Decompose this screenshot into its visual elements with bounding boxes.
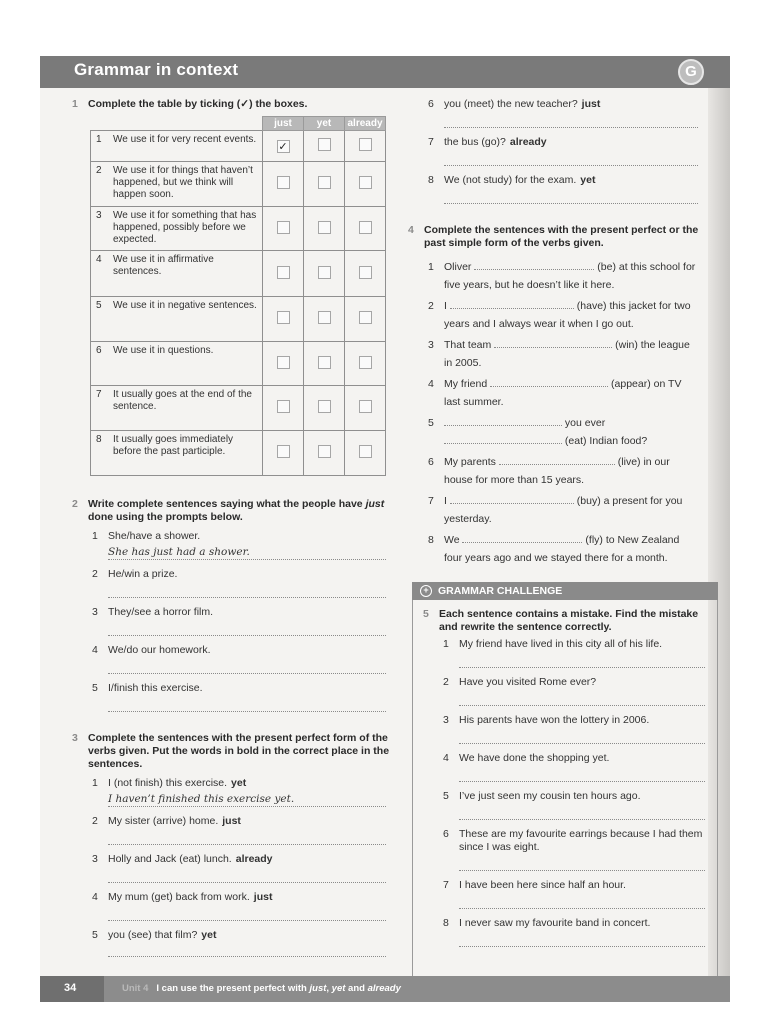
- row-description: [91, 342, 263, 386]
- item-text-a: My parents: [444, 456, 496, 468]
- answer-blank[interactable]: [499, 456, 615, 465]
- list-item: [404, 136, 710, 149]
- answer-blank[interactable]: [494, 339, 612, 348]
- exercise-4-heading: [404, 224, 710, 250]
- item-number: 6: [428, 98, 434, 110]
- footer-yet: yet: [331, 983, 346, 994]
- item-sentence: I’ve just seen my cousin ten hours ago.: [459, 790, 641, 802]
- list-item: [404, 98, 710, 111]
- page-title: Grammar in context: [74, 60, 239, 79]
- checkbox[interactable]: [277, 176, 290, 189]
- row-text: It usually goes immediately before the past participle.: [113, 434, 234, 457]
- row-text: We use it in questions.: [113, 345, 214, 356]
- checkbox[interactable]: [359, 138, 372, 151]
- row-text: We use it for very recent events.: [113, 134, 257, 145]
- row-description: [91, 297, 263, 342]
- item-keyword: already: [235, 853, 273, 865]
- checkbox[interactable]: [277, 356, 290, 369]
- table-row: [91, 207, 386, 251]
- item-text-c: five years, but he doesn’t like it here.: [444, 279, 615, 291]
- checkbox[interactable]: [359, 221, 372, 234]
- instruction-emphasis: just: [365, 498, 385, 510]
- exercise-3-continued: [404, 98, 710, 204]
- exercise-instruction: Complete the sentences with the present perfect form of the verbs given. Put the words in bold in the correct place in the sentences.: [88, 732, 390, 770]
- footer-comma: ,: [326, 983, 332, 994]
- checkbox[interactable]: [359, 311, 372, 324]
- row-number: 2: [96, 165, 102, 176]
- col-header-already: already: [345, 117, 386, 131]
- exercise-4: [404, 224, 710, 567]
- answer-line[interactable]: [108, 711, 386, 712]
- item-number: 8: [443, 917, 449, 929]
- table-row: [91, 431, 386, 476]
- list-item: [68, 777, 398, 790]
- item-text-c: in 2005.: [444, 357, 482, 369]
- answer-blank[interactable]: [490, 378, 608, 387]
- list-item: [68, 891, 398, 904]
- item-prompt: They/see a horror film.: [108, 606, 214, 618]
- cell-yet: [304, 297, 345, 342]
- cell-yet: [304, 207, 345, 251]
- item-text-a: I: [444, 495, 447, 507]
- item-number: 4: [92, 891, 98, 903]
- instruction-part: Write complete sentences saying what the people have: [88, 498, 366, 510]
- item-sentence: My friend have lived in this city all of his life.: [459, 638, 663, 650]
- item-sentence: I never saw my favourite band in concert.: [459, 917, 651, 929]
- col-header-yet: yet: [304, 117, 345, 131]
- plus-circle-icon: +: [420, 585, 432, 597]
- exercise-instruction: Complete the sentences with the present perfect or the past simple form of the verbs given.: [424, 224, 699, 249]
- answer-blank[interactable]: [444, 417, 562, 426]
- item-number: 3: [428, 339, 434, 351]
- list-item: [68, 644, 398, 657]
- cell-already: [345, 297, 386, 342]
- item-keyword: yet: [580, 174, 596, 186]
- cell-already: [345, 162, 386, 207]
- item-number: 3: [443, 714, 449, 726]
- item-number: 7: [428, 136, 434, 148]
- item-text-c: last summer.: [444, 396, 504, 408]
- cell-already: [345, 386, 386, 431]
- item-text-a: That team: [444, 339, 492, 351]
- answer-blank[interactable]: [474, 261, 594, 270]
- footer-just: just: [309, 983, 327, 994]
- list-item: [413, 676, 717, 689]
- item-text-b: (have) this jacket for two: [576, 300, 691, 312]
- item-number: 1: [428, 261, 434, 273]
- row-description: [91, 207, 263, 251]
- answer-blank[interactable]: [462, 534, 582, 543]
- item-text-b: (be) at this school for: [597, 261, 696, 273]
- item-number: 3: [92, 853, 98, 865]
- cell-yet: [304, 386, 345, 431]
- item-text-c: years and I always wear it when I go out.: [444, 318, 634, 330]
- cell-just: [263, 251, 304, 297]
- item-number: 5: [92, 929, 98, 941]
- checkbox[interactable]: [318, 138, 331, 151]
- cell-just: [263, 207, 304, 251]
- row-description: [91, 162, 263, 207]
- item-text-a: My friend: [444, 378, 488, 390]
- item-prompt: the bus (go)?: [444, 136, 506, 148]
- item-text-a: We: [444, 534, 460, 546]
- item-number: 5: [428, 417, 434, 429]
- list-item: [404, 258, 710, 294]
- item-number: 8: [428, 534, 434, 546]
- cell-just: [263, 297, 304, 342]
- list-item: [404, 531, 710, 567]
- table-row: [91, 297, 386, 342]
- list-item: [68, 568, 398, 581]
- row-number: 6: [96, 345, 102, 356]
- instruction-part: done using the prompts below.: [88, 511, 243, 523]
- cell-yet: [304, 431, 345, 476]
- list-item: [68, 606, 398, 619]
- item-prompt: My mum (get) back from work.: [108, 891, 250, 903]
- item-number: 8: [428, 174, 434, 186]
- checkbox[interactable]: [318, 311, 331, 324]
- item-prompt: I (not finish) this exercise.: [108, 777, 228, 789]
- cell-just: [263, 386, 304, 431]
- tick-table: [90, 116, 386, 476]
- footer-already: already: [367, 983, 401, 994]
- row-description: [91, 431, 263, 476]
- item-prompt: We/do our homework.: [108, 644, 211, 656]
- list-item: [404, 414, 710, 450]
- list-item: [404, 297, 710, 333]
- item-number: 4: [428, 378, 434, 390]
- list-item: [68, 853, 398, 866]
- table-row: [91, 251, 386, 297]
- exercise-3-heading: [68, 732, 398, 771]
- list-item: [404, 174, 710, 187]
- checkbox[interactable]: [277, 445, 290, 458]
- item-prompt: We (not study) for the exam.: [444, 174, 577, 186]
- row-number: 3: [96, 210, 102, 221]
- item-keyword: just: [581, 98, 601, 110]
- table-corner: [91, 117, 263, 131]
- footer-and: and: [345, 983, 368, 994]
- item-number: 3: [92, 606, 98, 618]
- item-number: 1: [92, 777, 98, 789]
- cell-just: [263, 131, 304, 162]
- checkbox[interactable]: [318, 356, 331, 369]
- row-number: 5: [96, 300, 102, 311]
- cell-just: [263, 162, 304, 207]
- list-item: [413, 752, 717, 765]
- exercise-number: 5: [423, 608, 429, 620]
- item-sentence: We have done the shopping yet.: [459, 752, 610, 764]
- item-prompt: I/finish this exercise.: [108, 682, 203, 694]
- cell-already: [345, 131, 386, 162]
- checkbox[interactable]: [318, 400, 331, 413]
- checkbox[interactable]: [359, 356, 372, 369]
- list-item: [404, 492, 710, 528]
- item-prompt: you (meet) the new teacher?: [444, 98, 578, 110]
- item-prompt: Holly and Jack (eat) lunch.: [108, 853, 232, 865]
- item-text-b: (win) the league: [615, 339, 690, 351]
- footer-unit: Unit 4: [122, 983, 149, 994]
- item-number: 5: [92, 682, 98, 694]
- item-sentence: Have you visited Rome ever?: [459, 676, 597, 688]
- row-description: [91, 131, 263, 162]
- row-number: 7: [96, 389, 102, 400]
- row-text: We use it for something that has happened, possibly before we expected.: [113, 210, 257, 245]
- footer-text: [122, 983, 401, 994]
- item-text-b: (appear) on TV: [611, 378, 682, 390]
- checkbox[interactable]: [277, 221, 290, 234]
- list-item: [413, 790, 717, 803]
- checkbox[interactable]: ✓: [278, 140, 288, 153]
- item-text-b: (buy) a present for you: [576, 495, 683, 507]
- answer-line[interactable]: [108, 956, 386, 957]
- row-text: We use it for things that haven’t happened, but we think will happen soon.: [113, 165, 253, 200]
- item-keyword: just: [253, 891, 273, 903]
- checkbox[interactable]: [359, 400, 372, 413]
- row-text: We use it in affirmative sentences.: [113, 254, 214, 277]
- cell-yet: [304, 131, 345, 162]
- item-sentence: These are my favourite earrings because I had them since I was eight.: [459, 828, 703, 853]
- cell-just: [263, 431, 304, 476]
- item-text-c: yesterday.: [444, 513, 492, 525]
- list-item: [413, 714, 717, 727]
- item-number: 6: [443, 828, 449, 840]
- item-sentence: I have been here since half an hour.: [459, 879, 626, 891]
- row-text: It usually goes at the end of the sentence.: [113, 389, 252, 412]
- checkbox[interactable]: [359, 266, 372, 279]
- cell-yet: [304, 342, 345, 386]
- answer-blank[interactable]: [444, 435, 562, 444]
- answer-line[interactable]: [444, 203, 698, 204]
- list-item: [413, 828, 717, 854]
- exercise-5-heading: [413, 608, 717, 634]
- grammar-challenge-bar: [412, 582, 718, 600]
- grammar-challenge-box: [412, 600, 718, 978]
- item-prompt: My sister (arrive) home.: [108, 815, 219, 827]
- exercise-2-heading: [68, 498, 398, 524]
- checkbox[interactable]: [318, 266, 331, 279]
- table-row: [91, 162, 386, 207]
- cell-already: [345, 431, 386, 476]
- item-text-b: (live) in our: [617, 456, 670, 468]
- item-text-c: house for more than 15 years.: [444, 474, 585, 486]
- row-number: 1: [96, 134, 102, 145]
- exercise-3: [68, 732, 398, 957]
- table-row: [91, 386, 386, 431]
- table-row: [91, 131, 386, 162]
- item-prompt: She/have a shower.: [108, 530, 201, 542]
- row-text: We use it in negative sentences.: [113, 300, 257, 311]
- checkbox[interactable]: [318, 176, 331, 189]
- checkbox[interactable]: [359, 445, 372, 458]
- item-number: 7: [443, 879, 449, 891]
- list-item: [68, 682, 398, 695]
- page-footer: [40, 976, 730, 1002]
- list-item: [68, 929, 398, 942]
- item-prompt: He/win a prize.: [108, 568, 178, 580]
- exercise-number: 3: [72, 732, 78, 744]
- item-number: 2: [92, 568, 98, 580]
- footer-text-part: I can use the present perfect with: [156, 983, 310, 994]
- cell-yet: [304, 251, 345, 297]
- item-sentence: His parents have won the lottery in 2006.: [459, 714, 650, 726]
- exercise-instruction: Each sentence contains a mistake. Find the mistake and rewrite the sentence correctly.: [439, 608, 699, 633]
- list-item: [404, 375, 710, 411]
- item-text-b: (fly) to New Zealand: [585, 534, 680, 546]
- grammar-badge-icon: G: [678, 59, 704, 85]
- cell-already: [345, 251, 386, 297]
- item-text-a: Oliver: [444, 261, 472, 273]
- item-number: 7: [428, 495, 434, 507]
- grammar-challenge-section: [412, 582, 718, 978]
- item-keyword: yet: [201, 929, 217, 941]
- checkbox[interactable]: [277, 400, 290, 413]
- row-description: [91, 386, 263, 431]
- exercise-2: [68, 498, 398, 712]
- exercise-1-heading: [68, 98, 398, 111]
- list-item: [404, 336, 710, 372]
- exercise-instruction: Complete the table by ticking (✓) the boxes.: [88, 98, 308, 110]
- item-number: 2: [443, 676, 449, 688]
- cell-just: [263, 342, 304, 386]
- handwritten-answer[interactable]: I haven’t finished this exercise yet.: [108, 793, 295, 805]
- item-number: 2: [428, 300, 434, 312]
- table-row: [91, 342, 386, 386]
- item-keyword: yet: [231, 777, 247, 789]
- list-item: [404, 453, 710, 489]
- list-item: [413, 879, 717, 892]
- list-item: [413, 638, 717, 651]
- item-number: 4: [92, 644, 98, 656]
- item-number: 6: [428, 456, 434, 468]
- item-text-c: (eat) Indian food?: [564, 435, 648, 447]
- answer-blank[interactable]: [450, 300, 574, 309]
- exercise-number: 4: [408, 224, 414, 236]
- item-keyword: already: [509, 136, 547, 148]
- checkbox[interactable]: [277, 266, 290, 279]
- answer-blank[interactable]: [450, 495, 574, 504]
- col-header-just: just: [263, 117, 304, 131]
- worksheet-page: [40, 56, 730, 1002]
- cell-already: [345, 342, 386, 386]
- item-text-b: you ever: [564, 417, 606, 429]
- item-text-a: I: [444, 300, 447, 312]
- item-number: 2: [92, 815, 98, 827]
- item-number: 1: [92, 530, 98, 542]
- exercise-number: 2: [72, 498, 78, 510]
- checkbox[interactable]: [318, 221, 331, 234]
- item-prompt: you (see) that film?: [108, 929, 198, 941]
- list-item: [68, 815, 398, 828]
- checkbox[interactable]: [318, 445, 331, 458]
- row-number: 4: [96, 254, 102, 265]
- item-number: 1: [443, 638, 449, 650]
- checkbox[interactable]: [277, 311, 290, 324]
- handwritten-answer[interactable]: She has just had a shower.: [108, 546, 250, 558]
- answer-line[interactable]: [459, 946, 705, 947]
- item-number: 5: [443, 790, 449, 802]
- grammar-challenge-label: GRAMMAR CHALLENGE: [438, 585, 563, 597]
- cell-already: [345, 207, 386, 251]
- exercise-number: 1: [72, 98, 78, 110]
- list-item: [68, 530, 398, 543]
- list-item: [413, 917, 717, 930]
- page-number: 34: [64, 982, 77, 994]
- row-description: [91, 251, 263, 297]
- item-text-c: four years ago and we stayed there for a month.: [444, 552, 668, 564]
- checkbox[interactable]: [359, 176, 372, 189]
- item-keyword: just: [222, 815, 241, 827]
- item-number: 4: [443, 752, 449, 764]
- row-number: 8: [96, 434, 102, 445]
- cell-yet: [304, 162, 345, 207]
- title-bar: [40, 56, 730, 88]
